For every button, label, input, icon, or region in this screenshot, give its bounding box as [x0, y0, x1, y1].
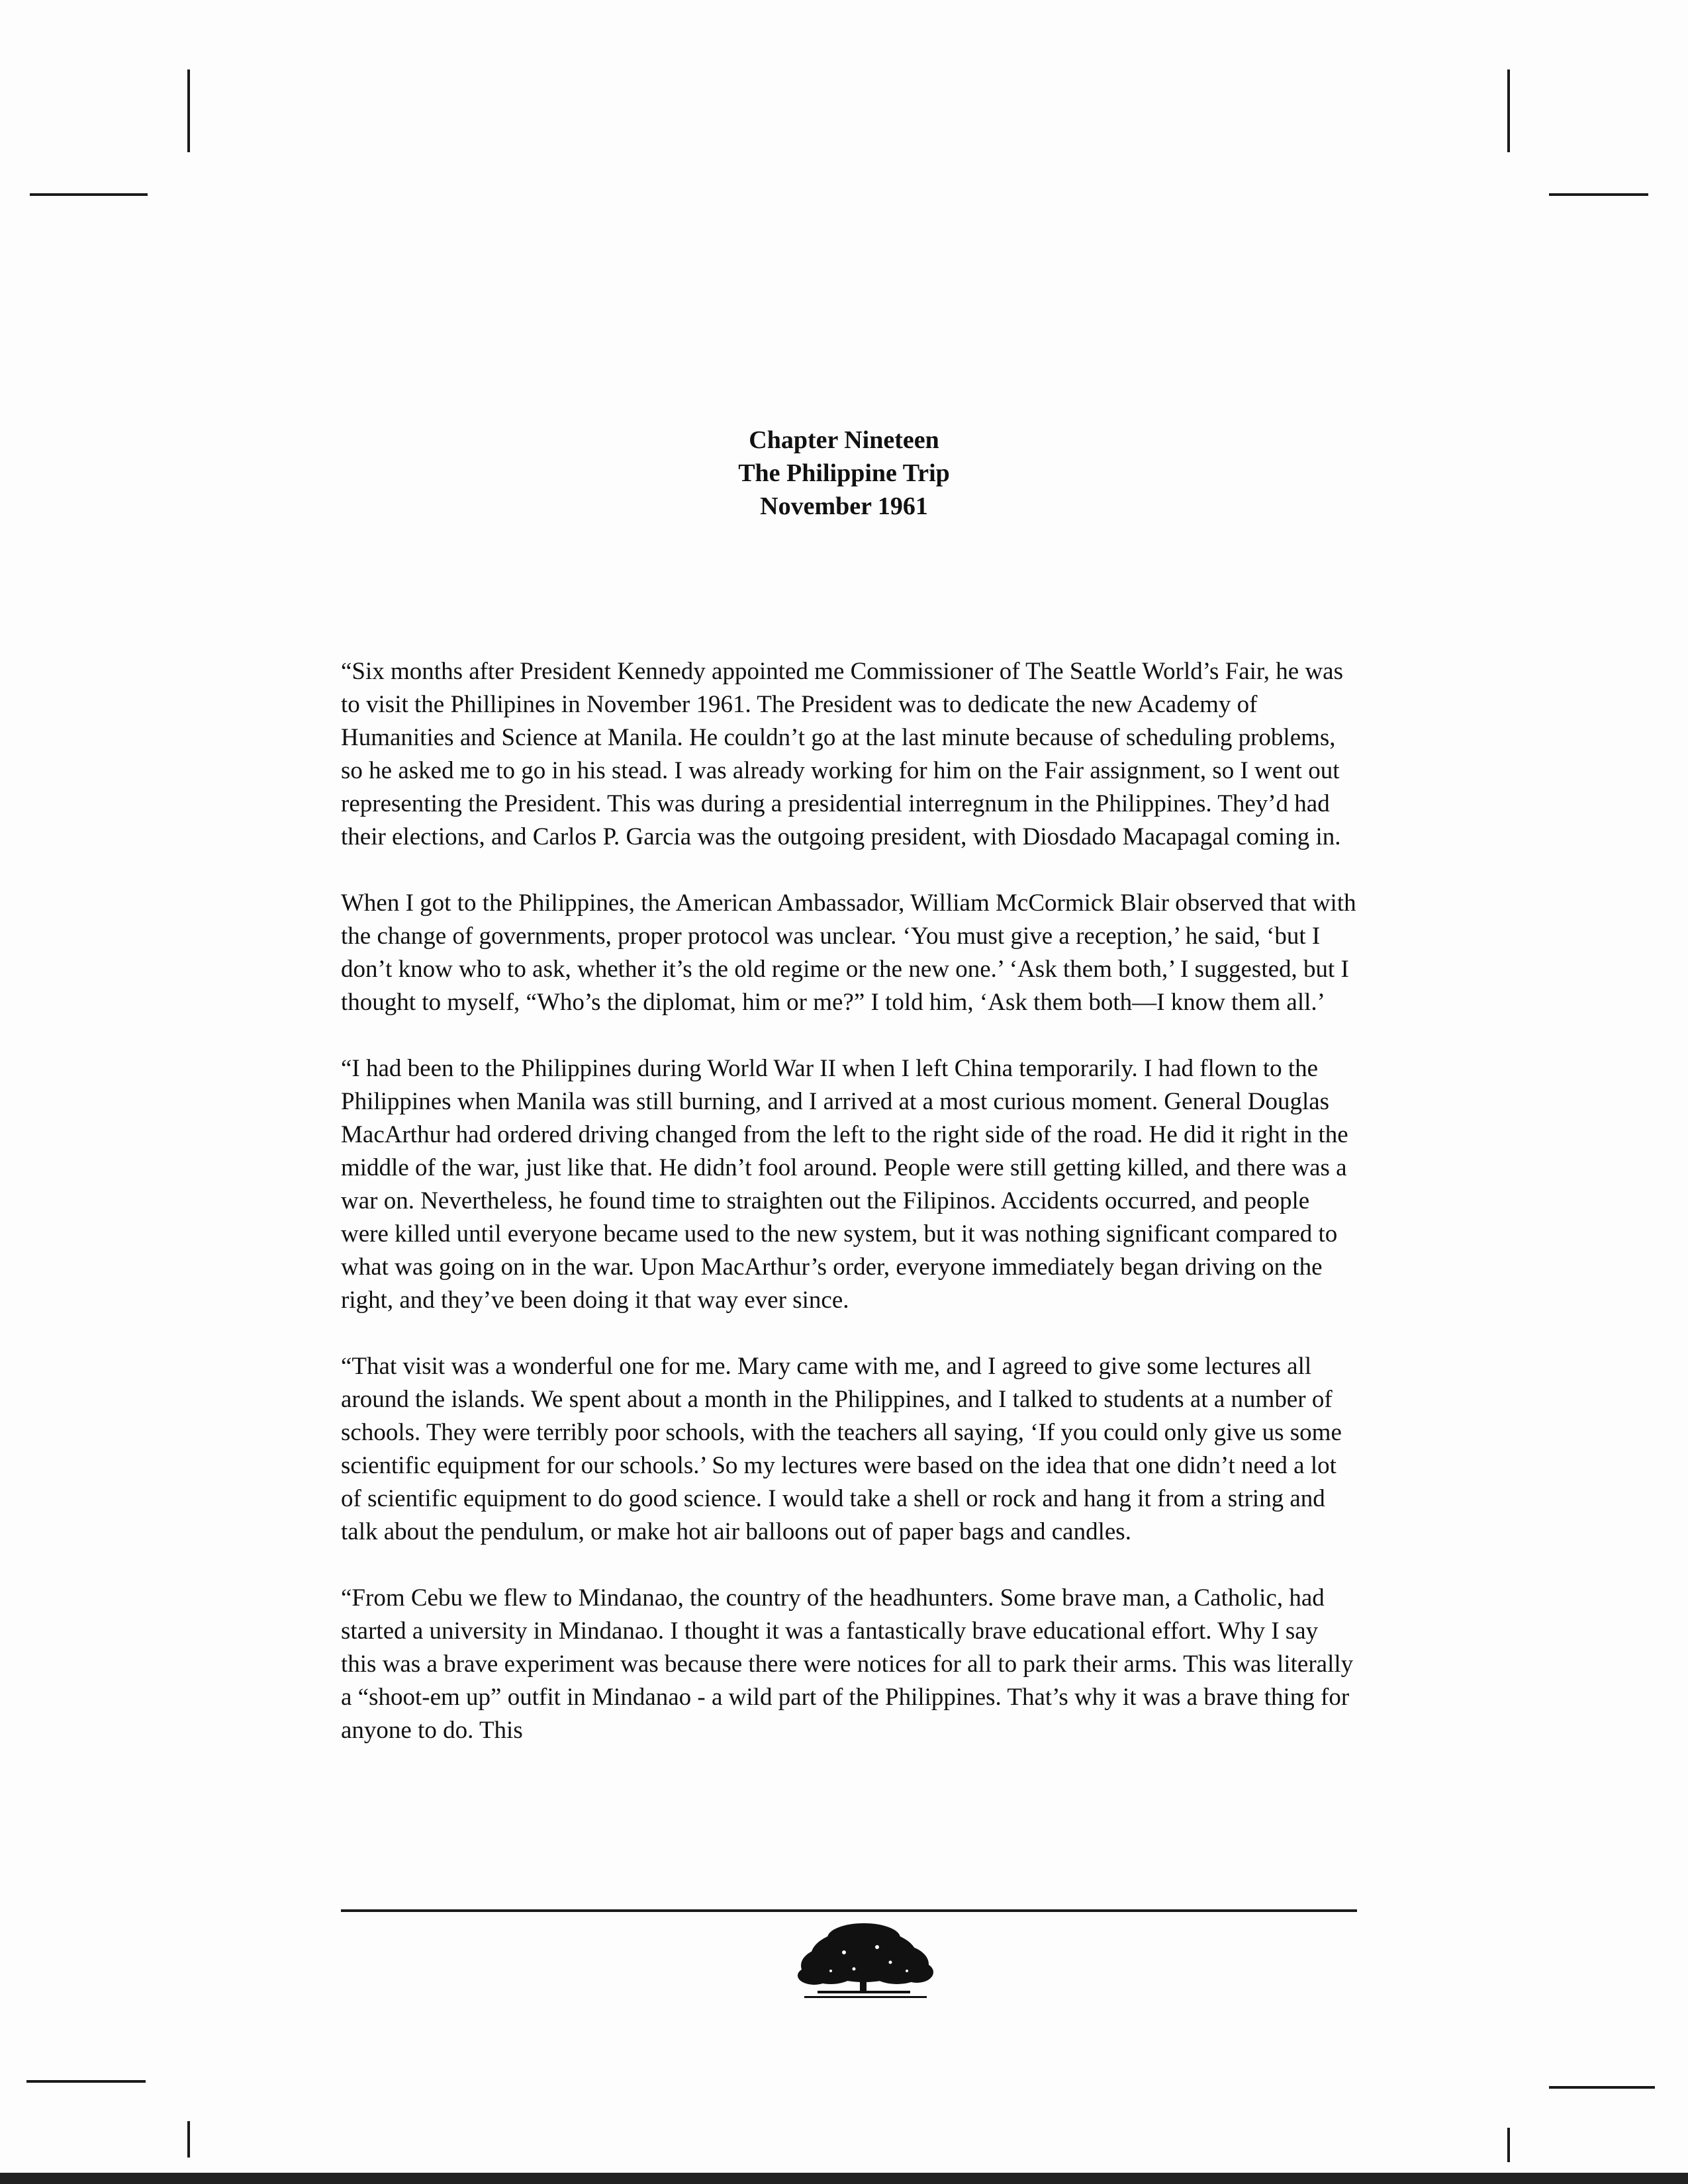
paragraph-4: “That visit was a wonderful one for me. Mary came with me, and I agreed to give some lectures all around the islands. We spent about a month in the Philippines, and I talked to students at a number of schools. They were terribly poor schools, with the teachers all saying, ‘If you could only give us some scientific equipment for our schools.’ So my lectures were based on the idea that one didn’t need a lot of scientific equipment to do good science. I would take a shell or rock and hang it from a string and talk about the pendulum, or make hot air balloons out of paper bags and candles.	[341, 1353, 1342, 1545]
chapter-heading	[0, 424, 1688, 523]
crop-mark-top-right-horizontal	[1549, 193, 1648, 196]
crop-mark-top-left-vertical	[187, 69, 190, 152]
tree-logo-icon	[791, 1919, 937, 2005]
body-text	[341, 655, 1357, 1747]
chapter-number: Chapter Nineteen	[749, 426, 939, 454]
scan-edge	[0, 2173, 1688, 2184]
crop-mark-bottom-right-horizontal	[1549, 2086, 1655, 2089]
crop-mark-bottom-left-vertical	[187, 2121, 190, 2158]
paragraph-2: When I got to the Philippines, the American Ambassador, William McCormick Blair observed that with the change of governments, proper protocol was unclear. ‘You must give a reception,’ he said, ‘but I don’t know who to ask, whether it’s the old regime or the new one.’ ‘Ask them both,’ I suggested, but I thought to myself, “Who’s the diplomat, him or me?” I told him, ‘Ask them both—I know them all.’	[341, 889, 1356, 1016]
chapter-date: November 1961	[760, 492, 928, 520]
crop-mark-top-right-vertical	[1507, 69, 1510, 152]
paragraph-5: “From Cebu we flew to Mindanao, the country of the headhunters. Some brave man, a Catholic, had started a university in Mindanao. I thought it was a fantastically brave educational effort. Why I say this was a brave experiment was because there were notices for all to park their arms. This was literally a “shoot-em up” outfit in Mindanao - a wild part of the Philippines. That’s why it was a brave thing for anyone to do. This	[341, 1584, 1354, 1744]
footer-rule	[341, 1909, 1357, 1912]
chapter-title: The Philippine Trip	[738, 459, 950, 487]
crop-mark-bottom-right-vertical	[1507, 2128, 1510, 2162]
paragraph-1: “Six months after President Kennedy appointed me Commissioner of The Seattle World’s Fair, he was to visit the Phillipines in November 1961. The President was to dedicate the new Academy of Humanities and Science at Manila. He couldn’t go at the last minute because of scheduling problems, so he asked me to go in his stead. I was already working for him on the Fair assignment, so I went out representing the President. This was during a presidential interregnum in the Philippines. They’d had their elections, and Carlos P. Garcia was the outgoing president, with Diosdado Macapagal coming in.	[341, 658, 1343, 850]
crop-mark-bottom-left-horizontal	[26, 2080, 146, 2083]
crop-mark-top-left-horizontal	[30, 193, 148, 196]
paragraph-3: “I had been to the Philippines during World War II when I left China temporarily. I had flown to the Philippines when Manila was still burning, and I arrived at a most curious moment. General Douglas MacArthur had ordered driving changed from the left to the right side of the road. He did it right in the middle of the war, just like that. He didn’t fool around. People were still getting killed, and there was a war on. Nevertheless, he found time to straighten out the Filipinos. Accidents occurred, and people were killed until everyone became used to the new system, but it was nothing significant compared to what was going on in the war. Upon MacArthur’s order, everyone immediately began driving on the right, and they’ve been doing it that way ever since.	[341, 1055, 1348, 1314]
